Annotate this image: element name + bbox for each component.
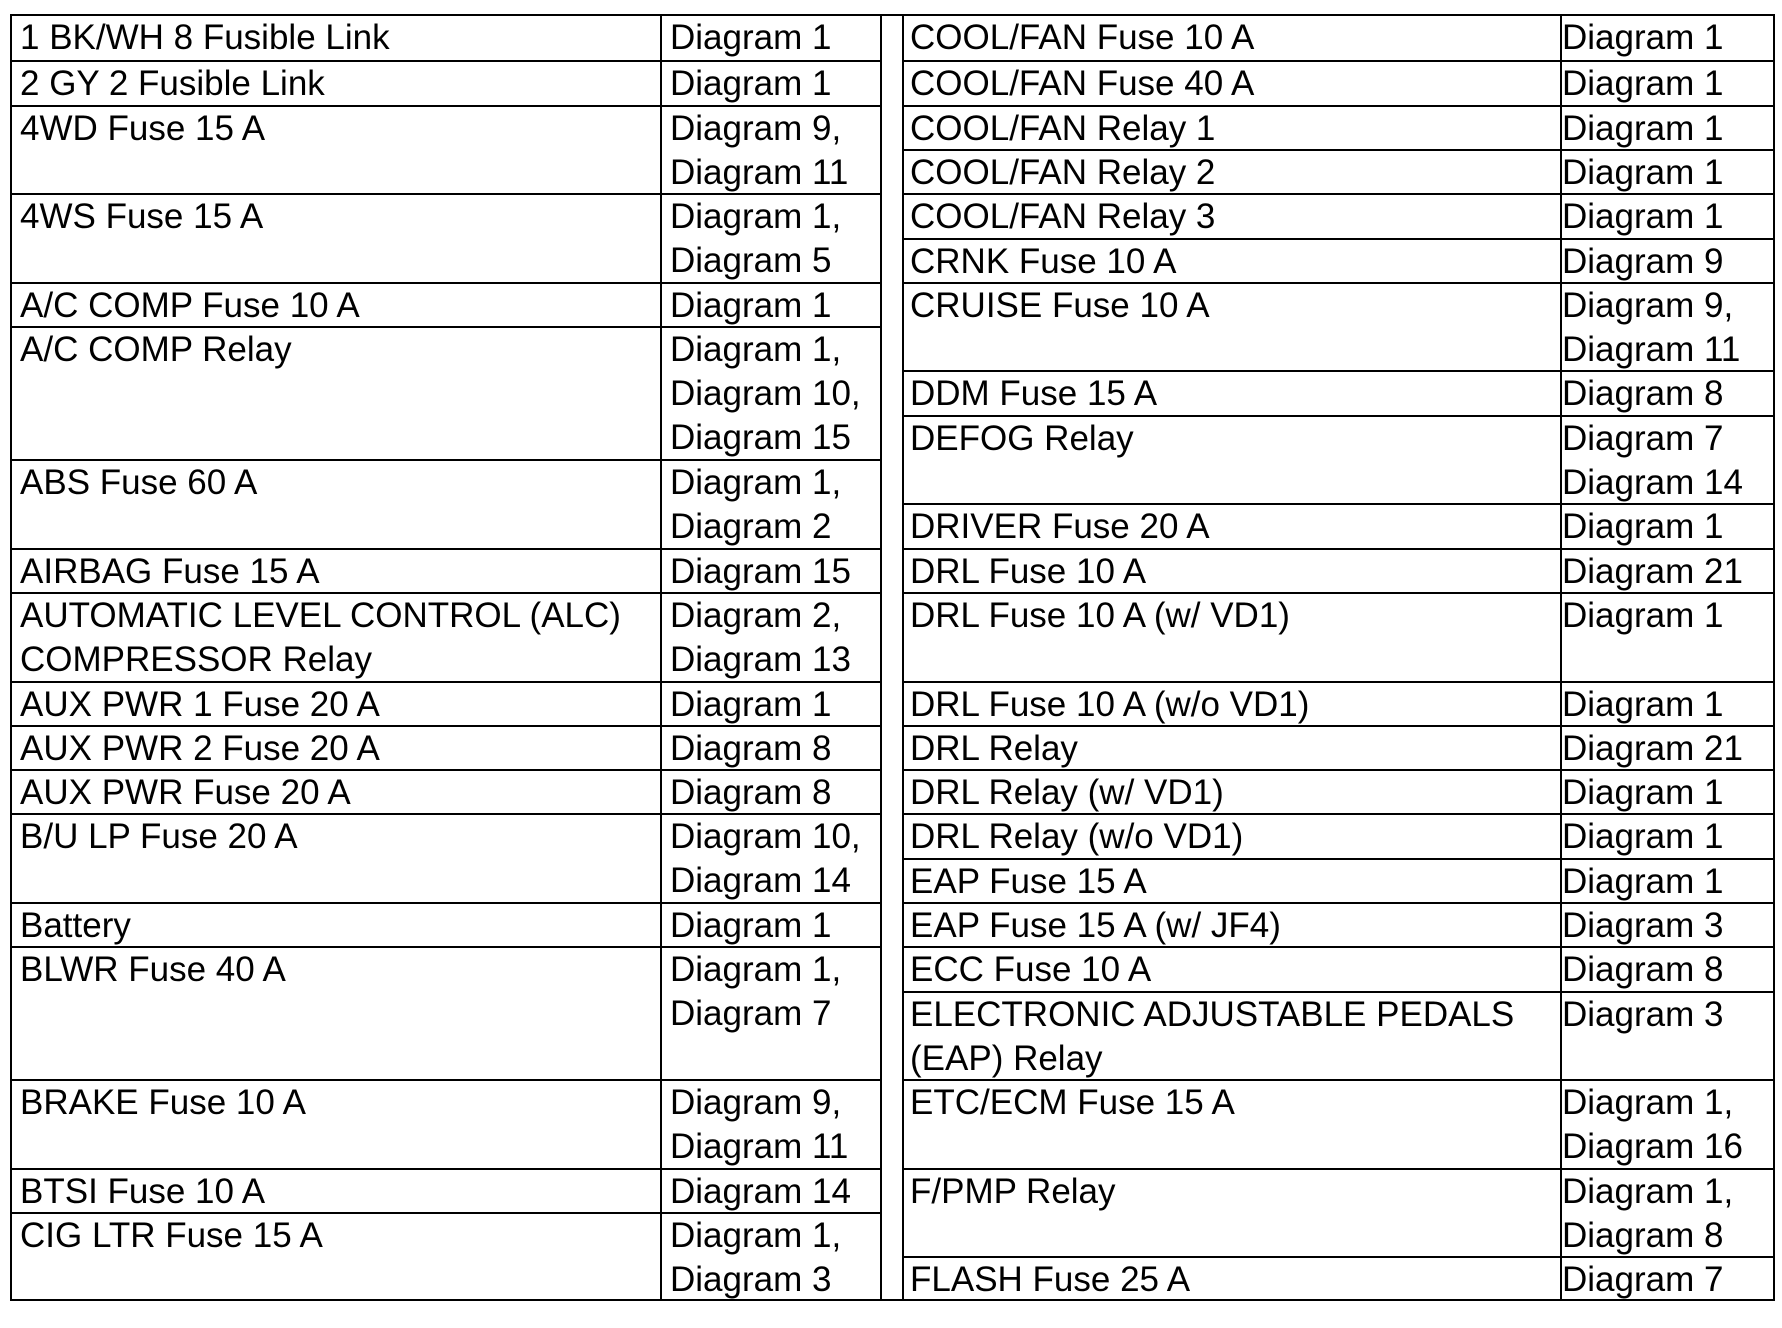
table-row (12, 459, 880, 548)
component-name: 2 GY 2 Fusible Link (20, 64, 325, 104)
table-row (902, 105, 1773, 149)
table-row (902, 60, 1773, 104)
component-name: ELECTRONIC ADJUSTABLE PEDALS (EAP) Relay (910, 994, 1515, 1078)
component-name: COOL/FAN Relay 2 (910, 152, 1216, 192)
table-row (12, 326, 880, 459)
table-row (902, 725, 1773, 769)
component-name: BLWR Fuse 40 A (20, 950, 286, 990)
component-name: DRL Fuse 10 A (910, 551, 1147, 591)
diagram-reference: Diagram 1 (1562, 18, 1724, 57)
table-row (902, 1079, 1773, 1168)
component-name: F/PMP Relay (910, 1171, 1116, 1211)
diagram-reference: Diagram 21 (1562, 551, 1743, 591)
component-name: EAP Fuse 15 A (w/ JF4) (910, 906, 1281, 945)
table-row (902, 592, 1773, 681)
diagram-reference: Diagram 1 (670, 285, 832, 325)
table-row (902, 415, 1773, 504)
table-row (12, 1168, 880, 1212)
component-name: DDM Fuse 15 A (910, 374, 1158, 414)
component-name: ECC Fuse 10 A (910, 950, 1152, 990)
diagram-reference: Diagram 1 (1562, 595, 1724, 635)
component-name: A/C COMP Relay (20, 330, 292, 370)
component-name: COOL/FAN Relay 1 (910, 108, 1216, 148)
table-row (12, 769, 880, 813)
table-row (12, 592, 880, 681)
diagram-reference: Diagram 7 Diagram 14 (1562, 418, 1743, 502)
table-row (12, 946, 880, 1079)
component-name: BTSI Fuse 10 A (20, 1171, 266, 1211)
diagram-reference: Diagram 1, Diagram 3 (670, 1216, 842, 1300)
table-row (902, 193, 1773, 237)
component-name: AIRBAG Fuse 15 A (20, 551, 320, 591)
diagram-reference: Diagram 9, Diagram 11 (670, 108, 849, 192)
component-name: 4WD Fuse 15 A (20, 108, 266, 148)
table-row (12, 725, 880, 769)
diagram-reference: Diagram 1 (670, 684, 832, 724)
component-name: DRL Relay (910, 728, 1078, 768)
diagram-reference: Diagram 3 (1562, 994, 1724, 1034)
component-name: 4WS Fuse 15 A (20, 197, 264, 237)
table-row (12, 1079, 880, 1168)
table-row (902, 991, 1773, 1080)
diagram-reference: Diagram 1 (670, 18, 832, 57)
component-name: AUX PWR 2 Fuse 20 A (20, 728, 380, 768)
diagram-reference: Diagram 1 (1562, 861, 1724, 901)
table-row (12, 16, 880, 60)
table-row (12, 282, 880, 326)
component-name: DEFOG Relay (910, 418, 1134, 458)
table-row (902, 902, 1773, 946)
fuse-relay-index-table (10, 14, 1775, 1301)
diagram-reference: Diagram 7 (1562, 1260, 1724, 1300)
diagram-reference: Diagram 1 (1562, 817, 1724, 857)
table-row (12, 813, 880, 902)
table-row (12, 1212, 880, 1301)
component-name: 1 BK/WH 8 Fusible Link (20, 18, 390, 57)
table-row (12, 902, 880, 946)
table-row (12, 105, 880, 194)
diagram-reference: Diagram 9, Diagram 11 (670, 1083, 849, 1167)
diagram-reference: Diagram 1, Diagram 2 (670, 463, 842, 546)
diagram-reference: Diagram 8 (1562, 374, 1724, 414)
table-row (902, 548, 1773, 592)
diagram-reference: Diagram 21 (1562, 728, 1743, 768)
diagram-reference: Diagram 15 (670, 551, 851, 591)
diagram-reference: Diagram 8 (670, 773, 832, 813)
diagram-reference: Diagram 1, Diagram 5 (670, 197, 842, 281)
diagram-reference: Diagram 1 (670, 906, 832, 945)
component-name: CRNK Fuse 10 A (910, 241, 1177, 281)
table-row (902, 1256, 1773, 1300)
diagram-reference: Diagram 1, Diagram 16 (1562, 1083, 1743, 1167)
diagram-reference: Diagram 1 (1562, 507, 1724, 547)
table-row (902, 1168, 1773, 1257)
component-name: BRAKE Fuse 10 A (20, 1083, 306, 1123)
diagram-reference: Diagram 8 (1562, 950, 1724, 990)
component-name: B/U LP Fuse 20 A (20, 817, 298, 857)
diagram-reference: Diagram 14 (670, 1171, 851, 1211)
column-divider (880, 16, 882, 1299)
diagram-reference: Diagram 10, Diagram 14 (670, 817, 861, 901)
component-name: COOL/FAN Relay 3 (910, 197, 1216, 237)
diagram-reference: Diagram 1, Diagram 7 (670, 950, 842, 1034)
table-row (902, 769, 1773, 813)
table-row (902, 238, 1773, 282)
table-row (902, 946, 1773, 990)
diagram-reference: Diagram 1 (1562, 684, 1724, 724)
diagram-reference: Diagram 1 (670, 64, 832, 104)
component-name: AUX PWR 1 Fuse 20 A (20, 684, 380, 724)
component-name: DRL Fuse 10 A (w/ VD1) (910, 595, 1290, 635)
component-name: Battery (20, 906, 131, 945)
component-name: COOL/FAN Fuse 10 A (910, 18, 1255, 57)
table-row (12, 681, 880, 725)
table-row (902, 370, 1773, 414)
component-name: A/C COMP Fuse 10 A (20, 285, 360, 325)
diagram-reference: Diagram 1 (1562, 108, 1724, 148)
diagram-reference: Diagram 9, Diagram 11 (1562, 285, 1741, 369)
diagram-reference: Diagram 1, Diagram 10, Diagram 15 (670, 330, 861, 458)
table-row (12, 548, 880, 592)
component-name: COOL/FAN Fuse 40 A (910, 64, 1255, 104)
component-name: CRUISE Fuse 10 A (910, 285, 1210, 325)
diagram-reference: Diagram 2, Diagram 13 (670, 595, 851, 679)
diagram-reference: Diagram 1, Diagram 8 (1562, 1171, 1734, 1255)
diagram-reference: Diagram 9 (1562, 241, 1724, 281)
component-name: DRL Relay (w/o VD1) (910, 817, 1244, 857)
component-name: DRL Fuse 10 A (w/o VD1) (910, 684, 1310, 724)
diagram-reference: Diagram 1 (1562, 152, 1724, 192)
table-row (902, 149, 1773, 193)
diagram-reference: Diagram 1 (1562, 773, 1724, 813)
table-row (902, 16, 1773, 60)
component-name: DRL Relay (w/ VD1) (910, 773, 1224, 813)
diagram-reference: Diagram 8 (670, 728, 832, 768)
table-row (12, 193, 880, 282)
component-name: ETC/ECM Fuse 15 A (910, 1083, 1235, 1123)
component-name: EAP Fuse 15 A (910, 861, 1147, 901)
diagram-reference: Diagram 1 (1562, 197, 1724, 237)
component-name: CIG LTR Fuse 15 A (20, 1216, 323, 1256)
diagram-reference: Diagram 3 (1562, 906, 1724, 945)
table-row (902, 681, 1773, 725)
component-name: FLASH Fuse 25 A (910, 1260, 1191, 1300)
table-row (902, 282, 1773, 371)
component-name: ABS Fuse 60 A (20, 463, 258, 502)
table-row (902, 813, 1773, 857)
table-row (12, 60, 880, 104)
diagram-reference: Diagram 1 (1562, 64, 1724, 104)
table-row (902, 858, 1773, 902)
component-name: AUTOMATIC LEVEL CONTROL (ALC) COMPRESSOR Relay (20, 595, 621, 679)
table-row (902, 503, 1773, 547)
component-name: AUX PWR Fuse 20 A (20, 773, 351, 813)
component-name: DRIVER Fuse 20 A (910, 507, 1210, 547)
